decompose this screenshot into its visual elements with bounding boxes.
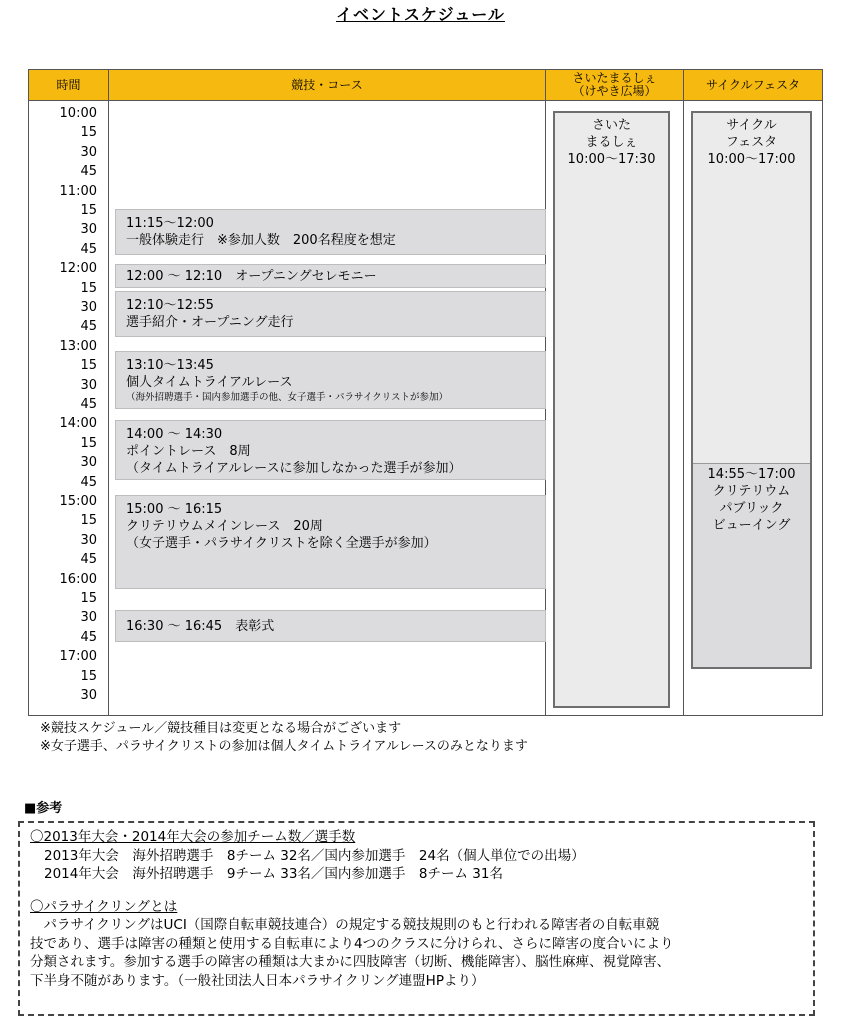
block-time-trial [115, 351, 546, 409]
block-time: 11:15〜12:00 [126, 216, 214, 231]
time-label: 30 [80, 455, 97, 471]
para-line: 分類されます。参加する選手の障害の種類は大まかに四肢障害（切断、機能障害）、脳性麻痺、視覚障害、 [30, 954, 671, 970]
block-title: ポイントレース 8周 [126, 444, 251, 459]
header-festa: サイクルフェスタ [684, 70, 822, 101]
time-label: 30 [80, 222, 97, 238]
time-label: 45 [80, 474, 97, 490]
teams-title: 〇2013年大会・2014年大会の参加チーム数／選手数 [30, 829, 356, 845]
time-label: 10:00 [59, 106, 97, 121]
block-title: 個人タイムトライアルレース [126, 375, 293, 390]
block-time: 15:00 〜 16:15 [126, 502, 223, 517]
time-label: 13:00 [59, 338, 97, 354]
time-label: 45 [80, 629, 97, 645]
block-title: 一般体験走行 ※参加人数 200名程度を想定 [126, 233, 396, 248]
header-marche-line1: さいたまるしぇ [572, 71, 657, 85]
festa-hours: 10:00〜17:00 [707, 152, 796, 167]
time-label: 12:00 [59, 261, 97, 277]
block-rider-intro [115, 291, 546, 337]
block-title: クリテリウムメインレース 20周 [126, 519, 323, 534]
header-course: 競技・コース [109, 70, 545, 101]
time-label: 14:00 [59, 416, 97, 432]
time-label: 30 [80, 688, 97, 703]
time-label: 16:00 [59, 571, 97, 587]
para-title: 〇パラサイクリングとは [30, 898, 178, 915]
reference-box [18, 821, 815, 1016]
block-note: （海外招聘選手・国内参加選手の他、女子選手・パラサイクリストが参加） [126, 392, 448, 403]
para-line: 下半身不随があります。（一般社団法人日本パラサイクリング連盟HPより） [30, 972, 485, 989]
festa-name-line1: サイクル [726, 118, 777, 133]
viewing-time: 14:55〜17:00 [707, 467, 796, 482]
block-title: 16:30 〜 16:45 表彰式 [126, 619, 275, 634]
block-note: （女子選手・パラサイクリストを除く全選手が参加） [126, 536, 437, 551]
notes [40, 720, 528, 756]
festa-public-viewing [693, 463, 810, 667]
block-time: 12:10〜12:55 [126, 298, 214, 313]
time-label: 11:00 [59, 183, 97, 199]
block-opening-ceremony [115, 264, 546, 288]
time-label: 17:00 [59, 649, 97, 665]
viewing-line3: ビューイング [712, 518, 791, 533]
time-label: 15 [80, 513, 97, 529]
time-label: 45 [80, 319, 97, 335]
time-label: 15 [80, 668, 97, 684]
time-label: 30 [80, 532, 97, 548]
marche-name-line2: まるしぇ [585, 135, 638, 150]
block-time: 14:00 〜 14:30 [126, 427, 223, 442]
para-line: パラサイクリングはUCI（国際自転車競技連合）の規定する競技規則のもと行われる障害者の自転車競 [30, 917, 660, 933]
column-divider [683, 70, 684, 715]
reference-heading: ■参考 [24, 801, 63, 816]
time-label: 45 [80, 241, 97, 257]
spacer [30, 884, 803, 898]
header-time: 時間 [29, 70, 108, 101]
time-label: 15 [80, 203, 97, 218]
block-note: （タイムトライアルレースに参加しなかった選手が参加） [126, 461, 462, 476]
festa-box [691, 111, 812, 669]
block-trial-ride [115, 209, 546, 255]
header-marche [546, 70, 683, 101]
block-points-race [115, 420, 546, 480]
block-time: 13:10〜13:45 [126, 358, 214, 373]
block-title: 12:00 〜 12:10 オープニングセレモニー [126, 269, 377, 284]
time-label: 45 [80, 397, 97, 412]
time-label: 30 [80, 377, 97, 393]
time-label: 45 [80, 552, 97, 568]
viewing-line2: パブリック [719, 501, 784, 516]
marche-box [553, 111, 670, 708]
festa-name-line2: フェスタ [725, 135, 778, 150]
time-label: 15 [80, 280, 97, 296]
note-line: ※女子選手、パラサイクリストの参加は個人タイムトライアルレースのみとなります [40, 739, 528, 754]
note-line: ※競技スケジュール／競技種目は変更となる場合がございます [40, 721, 402, 736]
time-label: 30 [80, 144, 97, 160]
viewing-line1: クリテリウム [712, 484, 791, 499]
block-awards [115, 610, 546, 642]
time-label: 45 [80, 164, 97, 180]
time-label: 30 [80, 300, 97, 315]
marche-name-line1: さいた [591, 118, 631, 133]
teams-2013: 2013年大会 海外招聘選手 8チーム 32名／国内参加選手 24名（個人単位での出場） [44, 847, 585, 864]
time-label: 15:00 [59, 494, 97, 509]
block-title: 選手紹介・オープニング走行 [126, 315, 294, 330]
time-label: 30 [80, 610, 97, 626]
block-criterium-main [115, 495, 546, 589]
time-label: 15 [80, 591, 97, 606]
header-marche-line2: （けやき広場） [572, 84, 657, 98]
schedule-table [28, 69, 823, 716]
teams-2014: 2014年大会 海外招聘選手 9チーム 33名／国内参加選手 8チーム 31名 [44, 866, 503, 882]
time-label: 15 [80, 435, 97, 451]
para-line: 技であり、選手は障害の種類と使用する自転車により4つのクラスに分けられ、さらに障害の度合いにより [30, 935, 674, 952]
column-divider [108, 70, 109, 715]
page-title: イベントスケジュール [336, 5, 505, 24]
marche-hours: 10:00〜17:30 [567, 152, 656, 167]
time-label: 15 [80, 358, 97, 374]
time-label: 15 [80, 125, 97, 141]
